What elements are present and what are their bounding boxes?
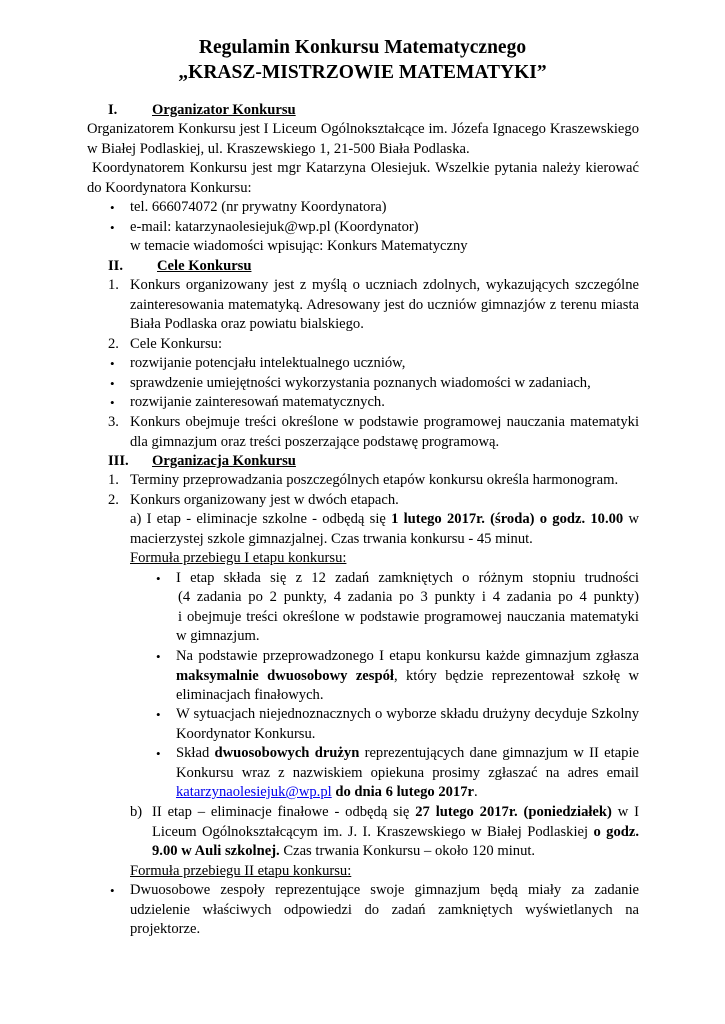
stage-1-rule-1-line-2: (4 zadania po 2 punkty, 4 zadania po 3 punkty i 4 zadania po 4 punkty) — [178, 589, 639, 605]
stage-1-rule-1-line-1: I etap składa się z 12 zadań zamkniętych o różnym stopniu trudności — [176, 570, 639, 586]
goal-item-number: 1. — [108, 277, 119, 293]
goal-item: sprawdzenie umiejętności wykorzystania poznanych wiadomości w zadaniach, — [130, 375, 591, 391]
stage-2-formula-heading: Formuła przebiegu II etapu konkursu: — [130, 863, 352, 879]
organizer-paragraph: Organizatorem Konkursu jest I Liceum Ogólnokształcące im. Józefa Ignacego Kraszewskiego w Białej Podlaskiej, ul. Kraszewskiego 1, 21-500 Biała Podlaska. — [87, 121, 639, 157]
contact-subject-note: w temacie wiadomości wpisując: Konkurs Matematyczny — [130, 238, 468, 254]
stage-1-rule-2: Na podstawie przeprowadzonego I etapu konkursu każde gimnazjum zgłasza maksymalnie dwuosobowy zespół, który będzie reprezentował szkołę w eliminacjach finałowych. — [176, 648, 639, 703]
goals-paragraph-3: Konkurs obejmuje treści określone w podstawie programowej nauczania matematyki dla gimnazjum oraz treści poszerzające podstawę programową. — [130, 414, 639, 450]
org-item-number: 2. — [108, 492, 119, 508]
stage-2-paragraph: II etap – eliminacje finałowe - odbędą się 27 lutego 2017r. (poniedziałek) w I Liceum Ogólnokształcącym im. J. I. Kraszewskiego w Białej Podlaskiej o godz. 9.00 w Auli szkolnej. Czas trwania Konkursu – około 120 minut. — [152, 804, 639, 859]
contact-phone: tel. 666074072 (nr prywatny Koordynatora) — [130, 199, 387, 215]
coordinator-paragraph: Koordynatorem Konkursu jest mgr Katarzyna Olesiejuk. Wszelkie pytania należy kierować do Koordynatora Konkursu: — [87, 160, 643, 196]
goal-item-number: 2. — [108, 336, 119, 352]
stage-1-rule-1-line-4: w gimnazjum. — [176, 628, 260, 644]
section-2-number: II. — [108, 258, 124, 274]
stage-1-rule-4: Skład dwuosobowych drużyn reprezentujących dane gimnazjum w II etapie Konkursu wraz z nazwiskiem opiekuna prosimy zgłaszać na adres email katarzynaolesiejuk@wp.pl do dnia 6 lutego 2017r. — [176, 745, 639, 800]
org-stages-text: Konkurs organizowany jest w dwóch etapach. — [130, 492, 399, 508]
bullet-icon: • — [156, 746, 161, 761]
goals-heading: Cele Konkursu: — [130, 336, 223, 352]
bullet-icon: • — [110, 356, 115, 371]
section-3-title: Organizacja Konkursu — [152, 453, 296, 469]
org-item-number: 1. — [108, 472, 119, 488]
bullet-icon: • — [110, 220, 115, 235]
section-3-number: III. — [108, 453, 129, 469]
bullet-icon: • — [110, 376, 115, 391]
stage-1-rule-1-line-3: i obejmuje treści określone w podstawie programowej nauczania matematyki — [178, 609, 639, 625]
goal-item-number: 3. — [108, 414, 119, 430]
goal-item: rozwijanie zainteresowań matematycznych. — [130, 394, 385, 410]
contest-name: „KRASZ-MISTRZOWIE MATEMATYKI” — [178, 62, 547, 83]
bullet-icon: • — [110, 200, 115, 215]
coordinator-email-link[interactable]: katarzynaolesiejuk@wp.pl — [176, 784, 332, 800]
section-1-number: I. — [108, 102, 118, 118]
stage-1-rule-3: W sytuacjach niejednoznacznych o wyborze składu drużyny decyduje Szkolny Koordynator Konkursu. — [176, 706, 639, 742]
section-1-title: Organizator Konkursu — [152, 102, 296, 118]
org-schedule-text: Terminy przeprowadzania poszczególnych etapów konkursu określa harmonogram. — [130, 472, 619, 488]
bullet-icon: • — [156, 571, 161, 586]
bullet-icon: • — [156, 707, 161, 722]
bullet-icon: • — [110, 883, 115, 898]
contact-email: e-mail: katarzynaolesiejuk@wp.pl (Koordynator) — [130, 219, 419, 235]
section-2-title: Cele Konkursu — [157, 258, 252, 274]
stage-2-rule-1: Dwuosobowe zespoły reprezentujące swoje gimnazjum będą miały za zadanie udzielenie właściwych odpowiedzi do zadań zamkniętych wyświetlanych na projektorze. — [130, 882, 639, 937]
stage-2-label: b) — [130, 804, 143, 820]
stage-1-formula-heading: Formuła przebiegu I etapu konkursu: — [130, 550, 347, 566]
goal-item: rozwijanie potencjału intelektualnego uczniów, — [130, 355, 406, 371]
goals-paragraph-1: Konkurs organizowany jest z myślą o uczniach zdolnych, wykazujących szczególne zainteresowania matematyką. Adresowany jest do uczniów gimnazjów z terenu miasta Biała Podlaska oraz powiatu bialskiego. — [130, 277, 639, 332]
document-title: Regulamin Konkursu Matematycznego — [198, 37, 527, 58]
bullet-icon: • — [110, 395, 115, 410]
stage-1-paragraph: a) I etap - eliminacje szkolne - odbędą się 1 lutego 2017r. (środa) o godz. 10.00 w macierzystej szkole gimnazjalnej. Czas trwania konkursu - 45 minut. — [130, 511, 639, 547]
bullet-icon: • — [156, 649, 161, 664]
